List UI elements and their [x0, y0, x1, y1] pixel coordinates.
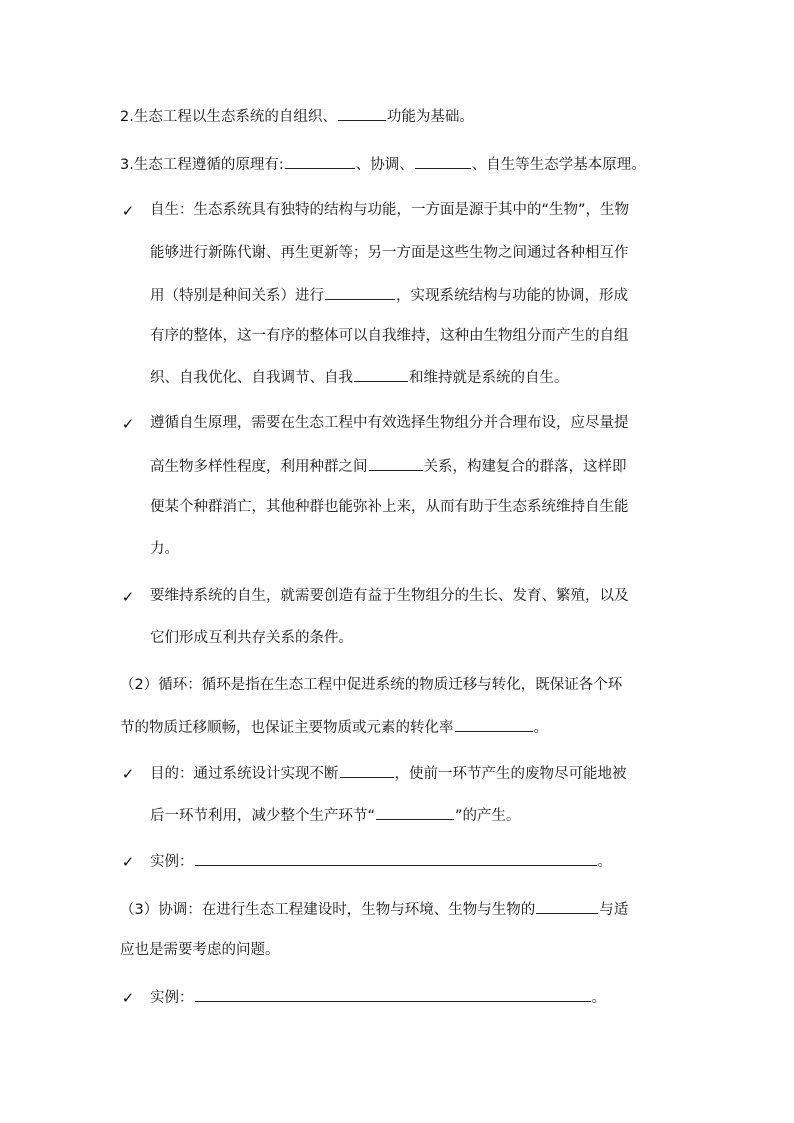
weichi-line-2: 它们形成互利共存关系的条件。	[150, 630, 353, 646]
zisheng-line-2: 能够进行新陈代谢、再生更新等；另一方面是这些生物之间通过各种相互作	[150, 245, 629, 261]
zisheng-line-5	[150, 367, 569, 388]
check-icon: ✓	[121, 853, 135, 871]
xietiao-line-2: 应也是需要考虑的问题。	[120, 942, 280, 958]
zisheng-line-1: 自生：生态系统具有独特的结构与功能，一方面是源于其中的“生物”，生物	[150, 202, 630, 218]
shili-1-end: 。	[597, 854, 612, 870]
q3-text-post: 、自生等生态学基本原理。	[471, 157, 646, 173]
zunxun-line-1: 遵循自生原理，需要在生态工程中有效选择生物组分并合理布设，应尽量提	[150, 415, 629, 431]
xunhuan-blank[interactable]	[455, 717, 533, 732]
q3-blank-1[interactable]	[285, 154, 355, 169]
zunxun-blank[interactable]	[369, 456, 423, 471]
check-icon: ✓	[121, 202, 135, 220]
mudi-line-1-pre: 目的：通过系统设计实现不断	[150, 766, 339, 782]
xunhuan-line-2	[120, 717, 548, 738]
shili-1-label: 实例：	[150, 854, 194, 870]
xunhuan-line-1: （2）循环：循环是指在生态工程中促进系统的物质迁移与转化，既保证各个环	[120, 677, 623, 693]
mudi-line-1-post: ，使前一环节产生的废物尽可能地被	[394, 766, 627, 782]
mudi-line-2	[150, 805, 521, 826]
xietiao-line-1-pre: （3）协调：在进行生态工程建设时，生物与环境、生物与生物的	[120, 902, 536, 918]
check-icon: ✓	[121, 588, 135, 606]
zisheng-line-3-post: ，实现系统结构与功能的协调，形成	[396, 288, 628, 304]
zunxun-line-2-pre: 高生物多样性程度，利用种群之间	[150, 459, 368, 475]
q2-text-pre: 2.生态工程以生态系统的自组织、	[120, 109, 337, 125]
shili-2	[150, 987, 606, 1008]
q2-text-post: 功能为基础。	[386, 109, 474, 125]
xietiao-blank[interactable]	[536, 899, 598, 914]
zisheng-blank-1[interactable]	[325, 285, 395, 300]
zisheng-line-4: 有序的整体，这一有序的整体可以自我维持，这种由生物组分而产生的自组	[150, 328, 629, 344]
zisheng-blank-2[interactable]	[354, 367, 408, 382]
shili-1	[150, 851, 612, 872]
mudi-line-1	[150, 763, 627, 784]
q2-blank[interactable]	[338, 106, 386, 121]
zunxun-line-3: 便某个种群消亡，其他种群也能弥补上来，从而有助于生态系统维持自生能	[150, 499, 629, 515]
mudi-line-2-pre: 后一环节利用，减少整个生产环节“	[150, 808, 376, 824]
xunhuan-line-2-pre: 节的物质迁移顺畅，也保证主要物质或元素的转化率	[120, 720, 454, 736]
check-icon: ✓	[121, 415, 135, 433]
shili-2-label: 实例：	[150, 990, 194, 1006]
weichi-line-1: 要维持系统的自生，就需要创造有益于生物组分的生长、发育、繁殖，以及	[150, 588, 629, 604]
zisheng-line-5-pre: 织、自我优化、自我调节、自我	[150, 370, 353, 386]
mudi-blank-1[interactable]	[340, 763, 394, 778]
zisheng-line-3	[150, 285, 628, 306]
zunxun-line-2	[150, 456, 627, 477]
q3-text-mid: 、协调、	[355, 157, 414, 173]
zunxun-line-2-post: 关系，构建复合的群落，这样即	[423, 459, 627, 475]
zisheng-line-3-pre: 用（特别是种间关系）进行	[150, 288, 324, 304]
q3-blank-2[interactable]	[415, 154, 471, 169]
check-icon: ✓	[121, 989, 135, 1007]
question-2	[120, 106, 474, 127]
question-3	[120, 154, 646, 175]
shili-2-end: 。	[591, 990, 606, 1006]
zunxun-line-4: 力。	[150, 541, 179, 557]
check-icon: ✓	[121, 765, 135, 783]
zisheng-line-5-post: 和维持就是系统的自生。	[409, 370, 569, 386]
shili-2-blank[interactable]	[195, 987, 591, 1002]
xietiao-line-1	[120, 899, 628, 920]
xunhuan-line-2-post: 。	[533, 720, 548, 736]
mudi-blank-2[interactable]	[376, 805, 454, 820]
shili-1-blank[interactable]	[195, 851, 597, 866]
q3-text-pre: 3.生态工程遵循的原理有:	[120, 157, 284, 173]
mudi-line-2-post: ”的产生。	[455, 808, 521, 824]
xietiao-line-1-post: 与适	[599, 902, 629, 918]
